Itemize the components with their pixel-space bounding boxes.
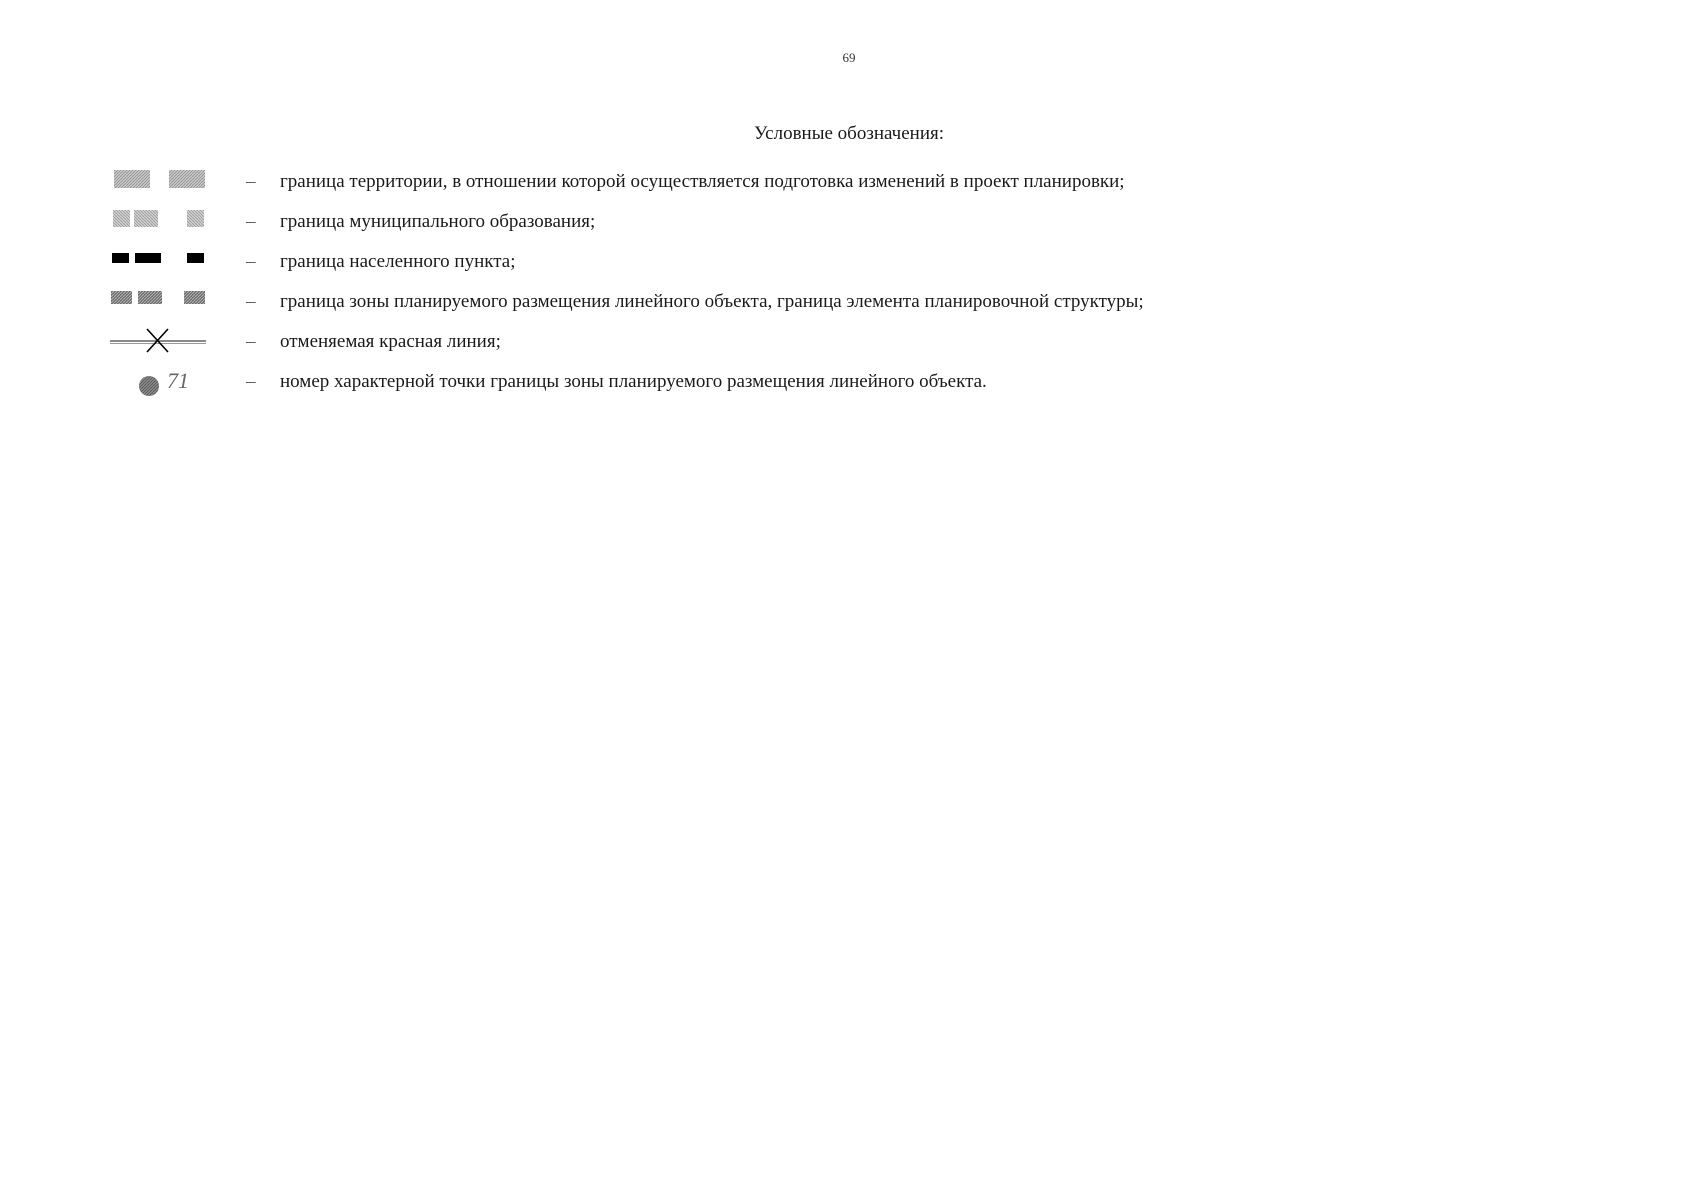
municipal-boundary-symbol-icon bbox=[108, 208, 218, 242]
legend-item-text: граница территории, в отношении которой осуществляется подготовка изменений в проект планировки; bbox=[280, 171, 1125, 192]
legend-item-text: номер характерной точки границы зоны планируемого размещения линейного объекта. bbox=[280, 371, 987, 392]
page-number: 69 bbox=[842, 50, 856, 65]
legend-item-text: граница зоны планируемого размещения линейного объекта, граница элемента планировочной структуры; bbox=[280, 291, 1144, 312]
legend-item-territory-boundary bbox=[100, 168, 1500, 208]
legend-item-characteristic-point bbox=[100, 368, 1500, 408]
legend-dash: – bbox=[246, 171, 256, 192]
legend bbox=[100, 168, 1500, 408]
linear-object-zone-boundary-symbol-icon bbox=[108, 288, 218, 322]
legend-item-text: граница населенного пункта; bbox=[280, 251, 516, 272]
legend-dash: – bbox=[246, 331, 256, 352]
legend-item-settlement-boundary bbox=[100, 248, 1500, 288]
point-number-label: 71 bbox=[167, 368, 189, 393]
characteristic-point-symbol-icon bbox=[108, 368, 218, 402]
legend-dash: – bbox=[246, 251, 256, 272]
legend-title: Условные обозначения: bbox=[753, 123, 945, 144]
legend-item-cancelled-red-line bbox=[100, 328, 1500, 368]
legend-dash: – bbox=[246, 371, 256, 392]
legend-item-text: отменяемая красная линия; bbox=[280, 331, 501, 352]
territory-boundary-symbol-icon bbox=[108, 168, 218, 202]
legend-item-text: граница муниципального образования; bbox=[280, 211, 596, 232]
legend-dash: – bbox=[246, 291, 256, 312]
cancelled-red-line-symbol-icon bbox=[108, 328, 218, 362]
settlement-boundary-symbol-icon bbox=[108, 248, 218, 282]
legend-dash: – bbox=[246, 211, 256, 232]
legend-item-municipal-boundary bbox=[100, 208, 1500, 248]
legend-item-linear-object-zone-boundary bbox=[100, 288, 1500, 328]
